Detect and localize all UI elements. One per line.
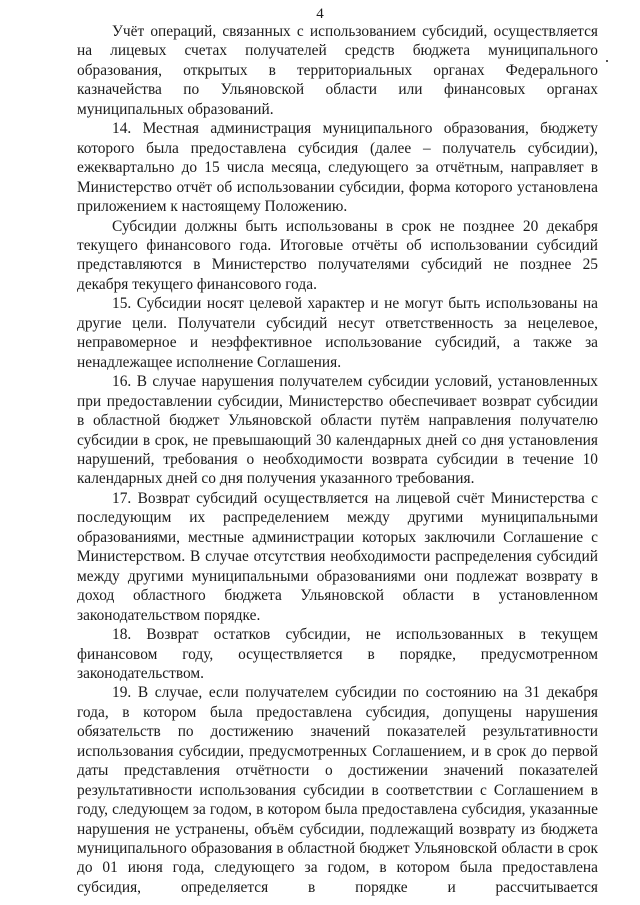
paragraph-15: 15. Субсидии носят целевой характер и не могут быть использованы на другие цели. Получатели субсидий несут ответственность за нецелевое, неправомерное и неэффективное использование субсидий, а также за ненадлежащее исполнение Соглашения. xyxy=(77,295,598,371)
paragraph-16: 16. В случае нарушения получателем субсидии условий, установленных при предоставлении субсидии, Министерство обеспечивает возврат субсидии в областной бюджет Ульяновской области путём направления получателю субсидии в срок, не превышающий 30 календарных дней со дня установления нарушений, требования о необходимости возврата субсидии в течение 10 календарных дней со дня получения указанного требования. xyxy=(77,373,598,488)
document-body xyxy=(77,22,598,897)
page-number: 4 xyxy=(316,6,324,22)
scan-artifact-dot xyxy=(606,60,608,62)
paragraph-deadline: Субсидии должны быть использованы в срок не позднее 20 декабря текущего финансового года. Итоговые отчёты об использовании субсидий представляются в Министерство получателями субсидий не позднее 25 декабря текущего финансового года. xyxy=(77,217,598,293)
paragraph-18: 18. Возврат остатков субсидии, не использованных в текущем финансовом году, осуществляется в порядке, предусмотренном законодательством. xyxy=(77,626,598,682)
paragraph-accounting: Учёт операций, связанных с использованием субсидий, осуществляется на лицевых счетах получателей средств бюджета муниципального образования, открытых в территориальных органах Федерального казначейства по Ульяновской области или финансовых органах муниципальных образований. xyxy=(77,23,598,118)
paragraph-17: 17. Возврат субсидий осуществляется на лицевой счёт Министерства с последующим их распределением между другими муниципальными образованиями, местные администрации которых заключили Соглашение с Министерством. В случае отсутствия необходимости распределения субсидий между другими муниципальными образованиями они подлежат возврату в доход областного бюджета Ульяновской области в установленном законодательством порядке. xyxy=(77,489,598,624)
paragraph-14: 14. Местная администрация муниципального образования, бюджету которого была предоставлена субсидия (далее – получатель субсидии), ежеквартально до 15 числа месяца, следующего за отчётным, направляет в Министерство отчёт об использовании субсидии, форма которого установлена приложением к настоящему Положению. xyxy=(77,120,598,216)
paragraph-19: 19. В случае, если получателем субсидии по состоянию на 31 декабря года, в котором была предоставлена субсидия, допущены нарушения обязательств по достижению значений показателей результативности использования субсидии, предусмотренных Соглашением, и в срок до первой даты представления отчётности о достижении значений показателей результативности использования субсидии в соответствии с Соглашением в году, следующем за годом, в котором была предоставлена субсидия, указанные нарушения не устранены, объём субсидии, подлежащий возврату из бюджета муниципального образования в областной бюджет Ульяновской области в срок до 01 июня года, следующего за годом, в котором была предоставлена субсидия, определяется в порядке и рассчитывается xyxy=(77,684,598,896)
